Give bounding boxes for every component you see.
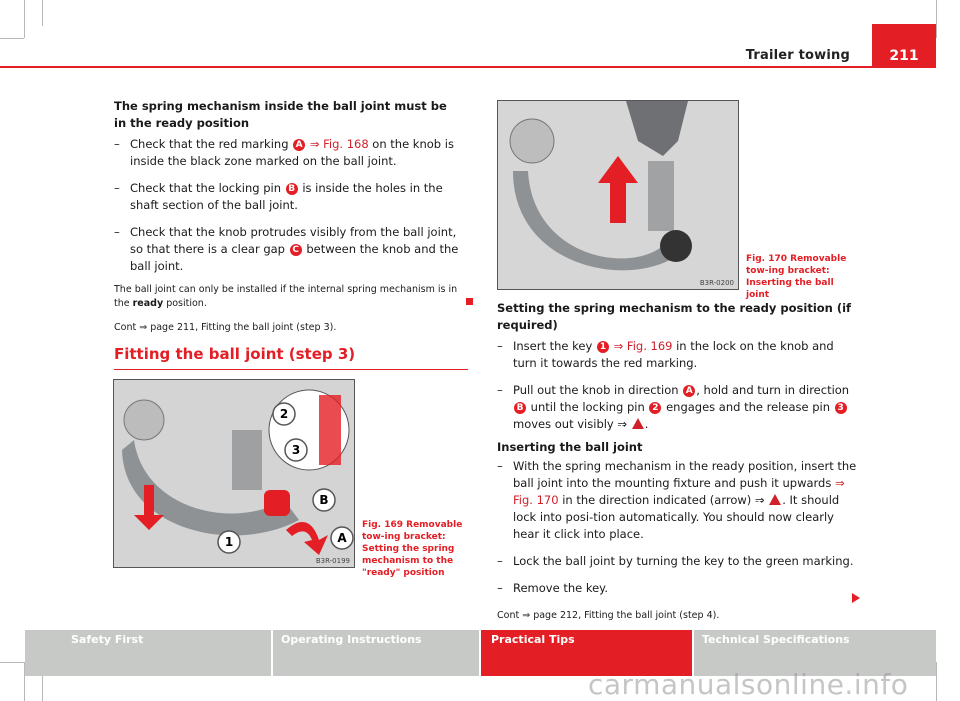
continue-arrow-icon: [852, 593, 860, 603]
figure-code: B3R-0200: [699, 279, 734, 287]
callout-badge: 2: [649, 402, 661, 414]
callout-badge: 1: [597, 341, 609, 353]
callout-badge: A: [683, 385, 695, 397]
callout-badge: B: [514, 402, 526, 414]
warning-icon[interactable]: [632, 418, 644, 429]
footer-tab-safety-first[interactable]: Safety First: [25, 630, 271, 676]
figure-169-caption: Fig. 169 Removable tow-ing bracket: Setting the spring mechanism to the "ready" position: [362, 520, 463, 578]
list-item: – Lock the ball joint by turning the key to the green marking.: [497, 554, 854, 568]
callout-badge: C: [290, 244, 302, 256]
list-item: – With the spring mechanism in the ready position, insert the ball joint into the mounting fixture and push it upwards ⇒ Fig. 170 in the direction indicated (arrow) ⇒ ! . It should lock into posi-tion automatically. You should now clearly hear it click into place.: [497, 458, 857, 543]
figure-170: [497, 100, 739, 290]
subheading: Setting the spring mechanism to the ready position (if required): [497, 301, 852, 332]
right-column: [497, 300, 857, 623]
callout-label: A: [337, 531, 347, 545]
figure-link[interactable]: ⇒ Fig. 168: [309, 137, 369, 151]
lead-paragraph: The spring mechanism inside the ball joint must be in the ready position: [114, 99, 447, 130]
chapter-title: Trailer towing: [745, 48, 850, 63]
warning-icon[interactable]: [769, 494, 781, 505]
list-item: – Check that the knob protrudes visibly from the ball joint, so that there is a clear gap C between the knob and the ball joint.: [114, 225, 459, 273]
figure-link[interactable]: ⇒ Fig. 169: [613, 339, 673, 353]
crop-mark: [936, 662, 937, 701]
callout-badge: A: [293, 139, 305, 151]
section-end-mark: [466, 298, 473, 305]
figure-170-caption: Fig. 170 Removable tow-ing bracket: Inserting the ball joint: [746, 254, 847, 300]
figure-169: [113, 379, 355, 568]
crop-mark: [42, 0, 43, 26]
footer-tab-operating-instructions[interactable]: Operating Instructions: [273, 630, 479, 676]
callout-badge: 3: [835, 402, 847, 414]
figure-code: B3R-0199: [315, 557, 350, 565]
callout-label: 2: [279, 407, 289, 421]
header-rule: [0, 66, 936, 68]
list-item: – Pull out the knob in direction A , hold and turn in direction B until the locking pin 2 engages and the release pin 3 moves out visibly ⇒ ! .: [497, 382, 857, 433]
crop-mark: [42, 676, 43, 701]
crop-mark: [0, 38, 24, 39]
tow-bracket-illustration: [114, 380, 354, 567]
list-item: – Insert the key 1 ⇒ Fig. 169 in the lock on the knob and turn it towards the red marking.: [497, 339, 834, 370]
left-column: [114, 98, 470, 335]
section-heading: Fitting the ball joint (step 3): [114, 345, 468, 370]
callout-label: 3: [291, 443, 301, 457]
callout-label: 1: [224, 535, 234, 549]
page-number: 211: [889, 48, 919, 64]
figure-link[interactable]: ⇒ Fig. 170: [513, 476, 845, 507]
watermark: carmanualsonline.info: [588, 668, 909, 701]
continue-link[interactable]: Cont ⇒ page 211, Fitting the ball joint (step 3).: [114, 322, 337, 333]
callout-label: B: [319, 493, 329, 507]
footer-tab-practical-tips[interactable]: Practical Tips: [481, 630, 692, 676]
continue-link[interactable]: Cont ⇒ page 212, Fitting the ball joint (step 4).: [497, 610, 720, 621]
callout-badge: B: [286, 183, 298, 195]
crop-mark: [24, 0, 25, 38]
crop-mark: [936, 0, 937, 38]
footer-tab-technical-specifications[interactable]: Technical Specifications: [694, 630, 936, 676]
tow-bracket-insert-illustration: [498, 101, 738, 289]
subheading: Inserting the ball joint: [497, 440, 643, 454]
page-number-box: [872, 24, 936, 68]
list-item: – Check that the red marking A ⇒ Fig. 168 on the knob is inside the black zone marked on the ball joint.: [114, 137, 454, 168]
list-item: – Check that the locking pin B is inside the holes in the shaft section of the ball joint.: [114, 181, 443, 212]
list-item: – Remove the key.: [497, 581, 608, 595]
crop-mark: [0, 662, 24, 663]
note-paragraph: The ball joint can only be installed if the internal spring mechanism is in the ready position.: [114, 284, 458, 309]
